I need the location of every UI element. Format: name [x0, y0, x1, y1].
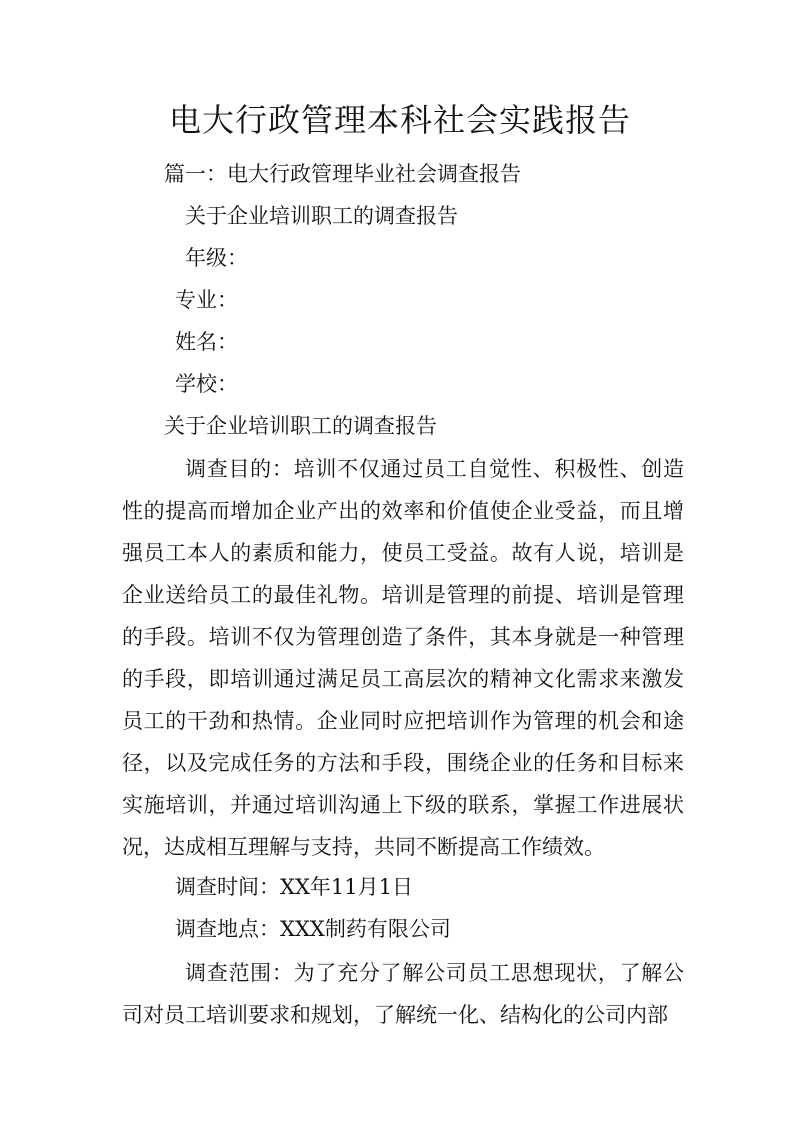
- field-name: 姓名：: [175, 330, 238, 354]
- field-major: 专业：: [175, 288, 238, 312]
- scope-paragraph: 调查范围：为了充分了解公司员工思想现状，了解公司对员工培训要求和规划，了解统一化、结构化的公司内部: [122, 961, 684, 1027]
- document-title: 电大行政管理本科社会实践报告: [168, 101, 631, 139]
- survey-time: 调查时间：XX年11月1日: [175, 875, 413, 899]
- report-heading: 关于企业培训职工的调查报告: [164, 414, 437, 438]
- sub-heading: 关于企业培训职工的调查报告: [185, 204, 458, 228]
- purpose-paragraph: 调查目的：培训不仅通过员工自觉性、积极性、创造性的提高而增加企业产出的效率和价值使企业受益，而且增强员工本人的素质和能力，使员工受益。故有人说，培训是企业送给员工的最佳礼物。培训是管理的前提、培训是管理的手段。培训不仅为管理创造了条件，其本身就是一种管理的手段，即培训通过满足员工高层次的精神文化需求来激发员工的干劲和热情。企业同时应把培训作为管理的机会和途径，以及完成任务的方法和手段，围绕企业的任务和目标来实施培训，并通过培训沟通上下级的联系，掌握工作进展状况，达成相互理解与支持，共同不断提高工作绩效。: [122, 457, 684, 859]
- survey-place: 调查地点：XXX制药有限公司: [175, 917, 451, 941]
- field-school: 学校：: [175, 372, 238, 396]
- section-heading: 篇一：电大行政管理毕业社会调查报告: [164, 162, 521, 186]
- field-grade: 年级：: [185, 246, 248, 270]
